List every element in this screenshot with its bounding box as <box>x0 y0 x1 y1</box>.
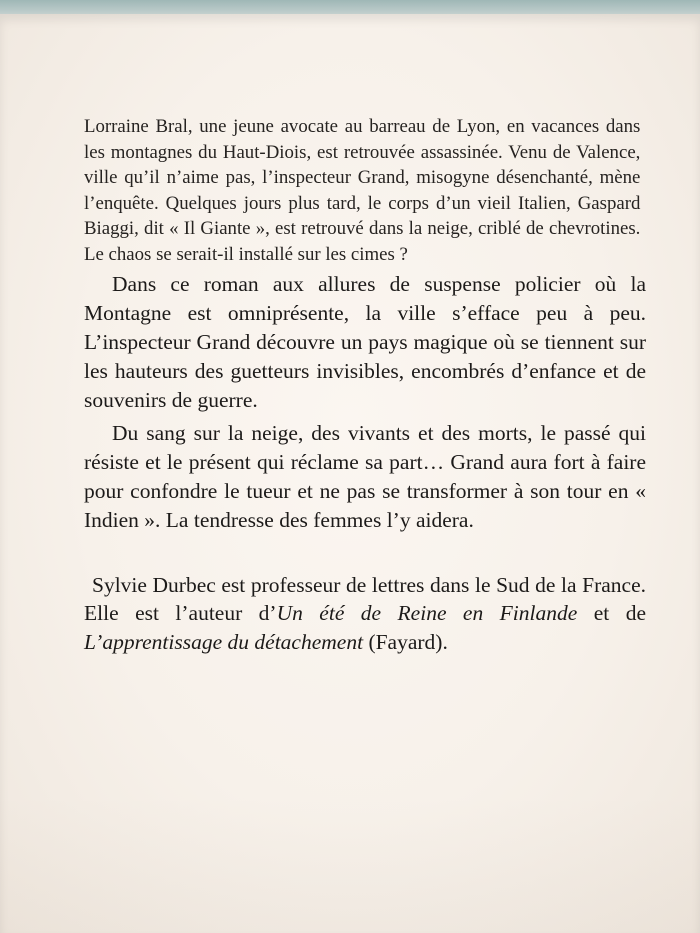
summary-paragraph-1: Lorraine Bral, une jeune avocate au barreau de Lyon, en vacances dans les montagnes du Haut-Diois, est retrouvée assassinée. Venu de Valence, ville qu’il n’aime pas, l’inspecteur Grand, misogyne désenchanté, mène l’enquête. Quelques jours plus tard, le corps d’un vieil Italien, Gaspard Biaggi, dit « Il Giante », est retrouvé dans la neige, criblé de chevrotines. Le chaos se serait-il installé sur les cimes ? <box>84 116 641 265</box>
author-bio-intro: Sylvie Durbec est professeur de lettres dans le Sud de la France. Elle est l’auteur d’ <box>84 572 646 626</box>
blurb-text <box>84 114 646 656</box>
back-cover-page <box>0 14 700 933</box>
book-title-1: Un été de Reine en Finlande <box>276 601 578 626</box>
page-shadow <box>0 793 700 933</box>
author-bio <box>84 571 646 657</box>
author-bio-connector: et de <box>577 601 646 626</box>
summary-paragraph-3: Du sang sur la neige, des vivants et des morts, le passé qui résiste et le présent qui réclame sa part… Grand aura fort à faire pour confondre le tueur et ne pas se transformer à son tour en « Indien ». La tendresse des femmes l’y aidera. <box>84 420 646 532</box>
summary-paragraph-2: Dans ce roman aux allures de suspense policier où la Montagne est omniprésente, la ville s’efface peu à peu. L’inspecteur Grand découvre un pays magique où se tiennent sur les hauteurs des guetteurs invisibles, encombrés d’enfance et de souvenirs de guerre. <box>84 271 646 412</box>
book-title-2: L’apprentissage du détachement <box>84 629 364 654</box>
author-bio-outro: (Fayard). <box>363 629 448 654</box>
